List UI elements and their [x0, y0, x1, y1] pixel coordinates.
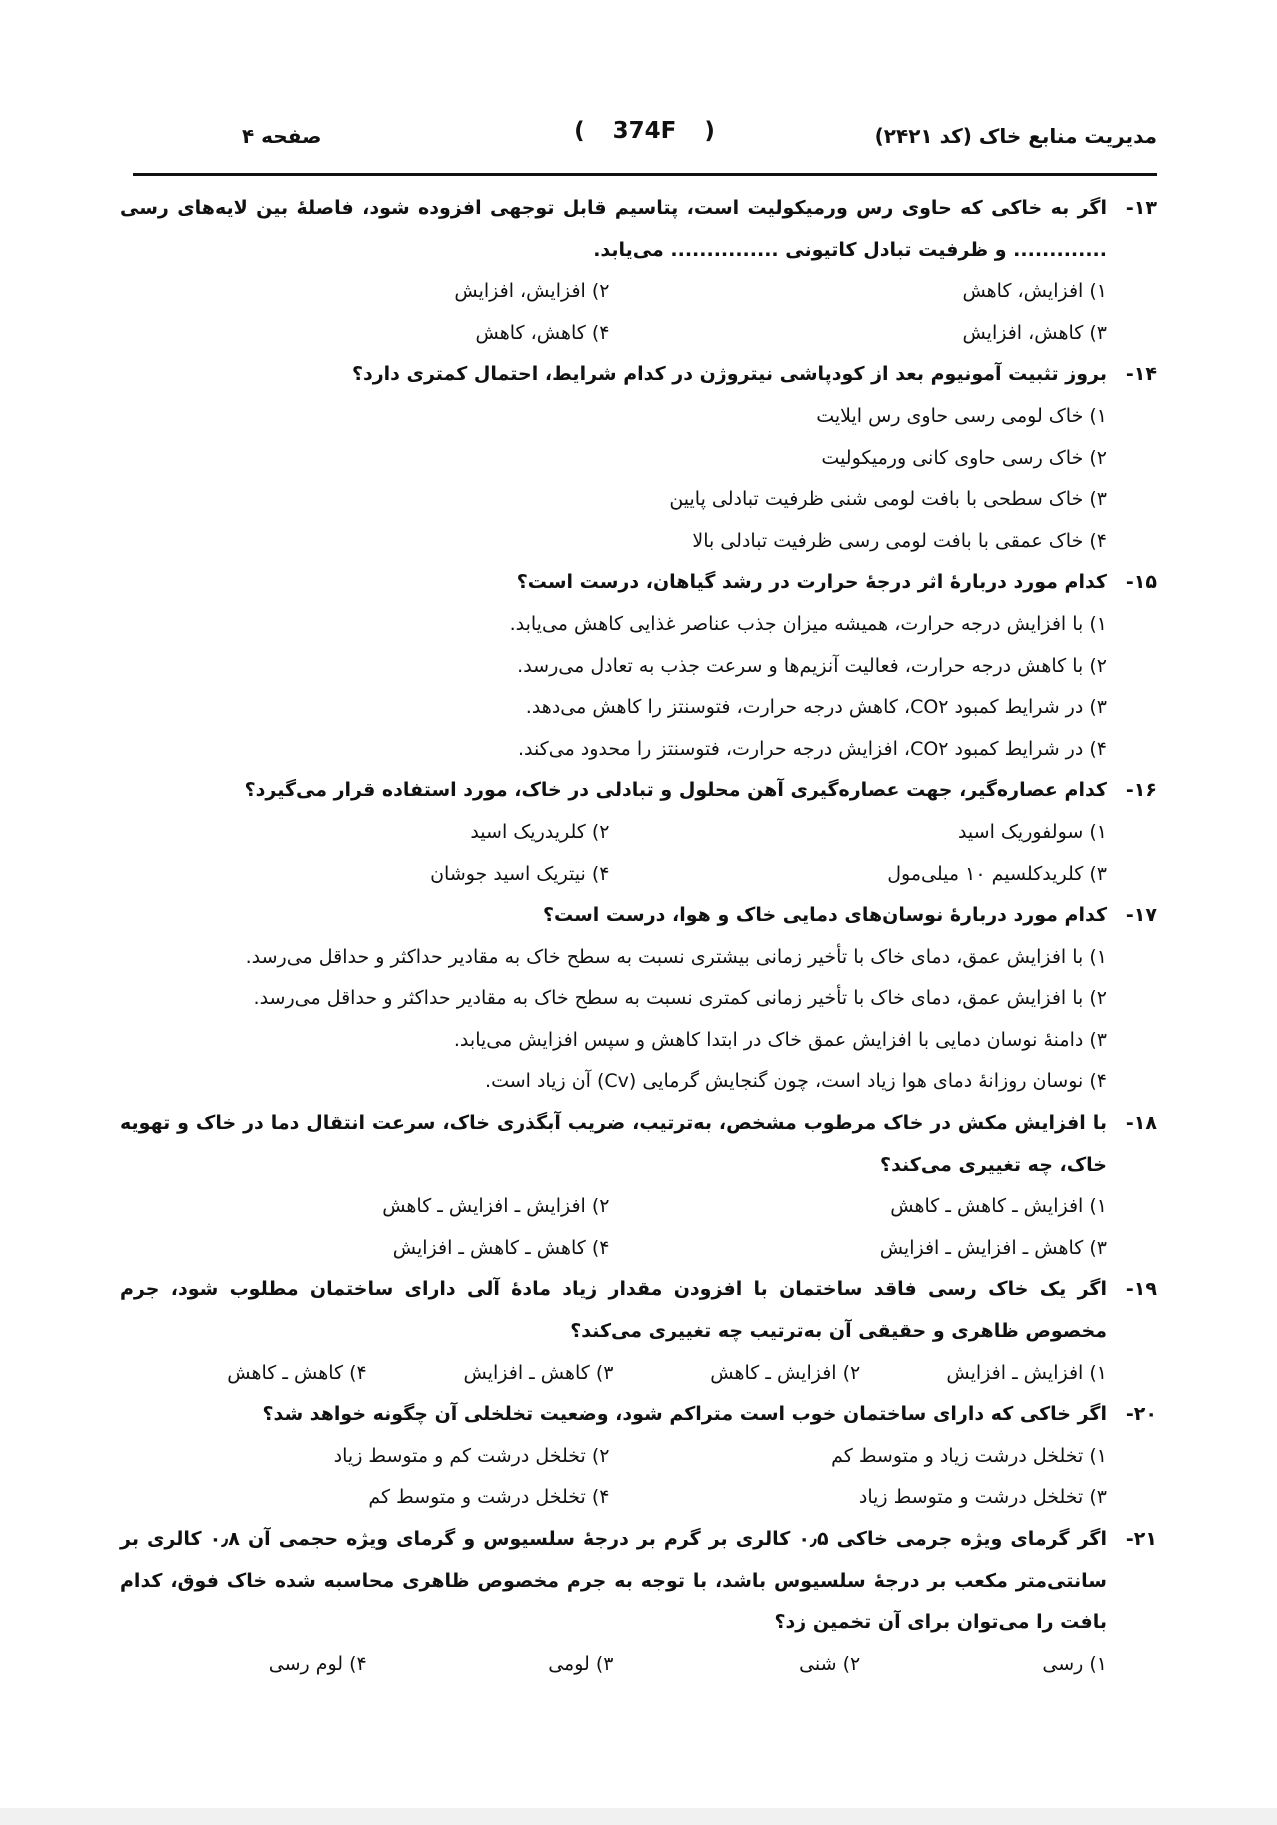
question-text: کدام عصاره‌گیر، جهت عصاره‌گیری آهن محلول و تبادلی در خاک، مورد استفاده قرار می‌گیرد؟: [244, 779, 1107, 802]
option-3[interactable]: ۳) کلریدکلسیم ۱۰ میلی‌مول: [887, 862, 1107, 885]
question-17: [120, 895, 1157, 1103]
option-4[interactable]: ۴) نیتریک اسید جوشان: [430, 862, 610, 885]
option-1[interactable]: ۱) افزایش ـ کاهش ـ کاهش: [890, 1195, 1107, 1218]
option-4[interactable]: ۴) کاهش ـ کاهش: [227, 1361, 367, 1384]
option-1[interactable]: ۱) رسی: [1042, 1652, 1107, 1675]
question-number: ۱۵-: [1125, 571, 1157, 594]
options: [120, 604, 1107, 770]
question-19: [120, 1269, 1157, 1394]
options: [120, 1436, 1107, 1519]
question-number: ۱۸-: [1125, 1112, 1157, 1135]
option-3[interactable]: ۳) کاهش، افزایش: [962, 321, 1107, 344]
question-20: [120, 1394, 1157, 1519]
options: [120, 396, 1107, 562]
option-4[interactable]: ۴) لوم رسی: [268, 1652, 367, 1675]
question-number: ۱۹-: [1125, 1278, 1157, 1301]
option-1[interactable]: ۱) افزایش، کاهش: [962, 280, 1107, 303]
option-3[interactable]: ۳) کاهش ـ افزایش ـ افزایش: [879, 1236, 1107, 1259]
option-2[interactable]: ۲) تخلخل درشت کم و متوسط زیاد: [333, 1444, 610, 1467]
options: [120, 937, 1107, 1103]
option-4[interactable]: ۴) تخلخل درشت و متوسط کم: [368, 1486, 610, 1509]
option-1[interactable]: ۱) افزایش ـ افزایش: [946, 1361, 1107, 1384]
option-3[interactable]: ۳) در شرایط کمبود CO۲، کاهش درجه حرارت، فتوسنتز را کاهش می‌دهد.: [525, 696, 1107, 719]
options: [120, 812, 1107, 895]
option-3[interactable]: ۳) دامنهٔ نوسان دمایی با افزایش عمق خاک در ابتدا کاهش و سپس افزایش می‌یابد.: [453, 1028, 1107, 1051]
option-2[interactable]: ۲) افزایش، افزایش: [454, 280, 610, 303]
question-number: ۱۶-: [1125, 779, 1157, 802]
questions-list: [120, 188, 1157, 1685]
option-1[interactable]: ۱) با افزایش درجه حرارت، همیشه میزان جذب عناصر غذایی کاهش می‌یابد.: [509, 612, 1107, 635]
question-18: [120, 1103, 1157, 1269]
course-title: مدیریت منابع خاک (کد ۲۴۲۱): [874, 124, 1157, 148]
options: [120, 1644, 1107, 1686]
option-2[interactable]: ۲) افزایش ـ افزایش ـ کاهش: [382, 1195, 610, 1218]
question-number: ۲۰-: [1125, 1403, 1157, 1426]
question-21: [120, 1519, 1157, 1685]
option-4[interactable]: ۴) خاک عمقی با بافت لومی رسی ظرفیت تبادلی بالا: [692, 529, 1107, 552]
question-text: با افزایش مکش در خاک مرطوب مشخص، به‌ترتیب، ضریب آبگذری خاک، سرعت انتقال دما در خاک و تهویه خاک، چه تغییری می‌کند؟: [120, 1112, 1107, 1176]
option-4[interactable]: ۴) کاهش، کاهش: [475, 321, 610, 344]
question-text: بروز تثبیت آمونیوم بعد از کودپاشی نیتروژن در کدام شرایط، احتمال کمتری دارد؟: [351, 363, 1107, 386]
option-3[interactable]: ۳) تخلخل درشت و متوسط زیاد: [858, 1486, 1107, 1509]
page-header: [132, 118, 1157, 158]
question-number: ۱۷-: [1125, 904, 1157, 927]
option-1[interactable]: ۱) سولفوریک اسید: [957, 820, 1107, 843]
option-2[interactable]: ۲) با افزایش عمق، دمای خاک با تأخیر زمانی کمتری نسبت به سطح خاک به مقادیر حداکثر و حداقل می‌رسد.: [253, 987, 1107, 1010]
option-3[interactable]: ۳) کاهش ـ افزایش: [463, 1361, 614, 1384]
question-text: اگر خاکی که دارای ساختمان خوب است متراکم شود، وضعیت تخلخلی آن چگونه خواهد شد؟: [262, 1403, 1107, 1426]
paren-open: (: [574, 118, 585, 144]
option-2[interactable]: ۲) با کاهش درجه حرارت، فعالیت آنزیم‌ها و سرعت جذب به تعادل می‌رسد.: [517, 654, 1107, 677]
options: [120, 1186, 1107, 1269]
question-text: کدام مورد دربارهٔ نوسان‌های دمایی خاک و هوا، درست است؟: [542, 904, 1107, 927]
option-1[interactable]: ۱) تخلخل درشت زیاد و متوسط کم: [831, 1444, 1107, 1467]
option-2[interactable]: ۲) خاک رسی حاوی کانی ورمیکولیت: [821, 446, 1107, 469]
option-3[interactable]: ۳) لومی: [548, 1652, 614, 1675]
option-4[interactable]: ۴) نوسان روزانهٔ دمای هوا زیاد است، چون گنجایش گرمایی (Cv) آن زیاد است.: [485, 1070, 1107, 1093]
option-2[interactable]: ۲) شنی: [799, 1652, 861, 1675]
question-number: ۲۱-: [1125, 1528, 1157, 1550]
question-13: [120, 188, 1157, 354]
question-text: اگر گرمای ویژه جرمی خاکی ۰٫۵ کالری بر گرم بر درجهٔ سلسیوس و گرمای ویژه حجمی آن ۰٫۸ کالری بر سانتی‌متر مکعب بر درجهٔ سلسیوس باشد، با توجه به جرم مخصوص ظاهری محاسبه شده خاک فوق، کدام بافت را می‌توان برای آن تخمین زد؟: [120, 1528, 1107, 1634]
page-number: صفحه ۴: [242, 124, 322, 148]
question-text: کدام مورد دربارهٔ اثر درجهٔ حرارت در رشد گیاهان، درست است؟: [516, 571, 1107, 594]
option-2[interactable]: ۲) کلریدریک اسید: [470, 820, 610, 843]
question-16: [120, 770, 1157, 895]
option-1[interactable]: ۱) با افزایش عمق، دمای خاک با تأخیر زمانی بیشتری نسبت به سطح خاک به مقادیر حداکثر و حداقل می‌رسد.: [245, 945, 1107, 968]
exam-code-text: 374F: [612, 118, 677, 144]
option-4[interactable]: ۴) در شرایط کمبود CO۲، افزایش درجه حرارت، فتوسنتز را محدود می‌کند.: [517, 737, 1107, 760]
paren-close: ): [704, 118, 715, 144]
question-number: ۱۴-: [1125, 363, 1157, 386]
option-1[interactable]: ۱) خاک لومی رسی حاوی رس ایلایت: [816, 404, 1107, 427]
option-4[interactable]: ۴) کاهش ـ کاهش ـ افزایش: [392, 1236, 610, 1259]
question-text: اگر یک خاک رسی فاقد ساختمان با افزودن مقدار زیاد مادهٔ آلی دارای ساختمان مطلوب شود، جرم مخصوص ظاهری و حقیقی آن به‌ترتیب چه تغییری می‌کند؟: [120, 1278, 1107, 1343]
header-divider: [133, 173, 1157, 176]
options: [120, 271, 1107, 354]
options: [120, 1353, 1107, 1395]
page-bottom-edge: [0, 1808, 1277, 1825]
exam-code: [560, 118, 729, 144]
question-15: [120, 562, 1157, 770]
option-2[interactable]: ۲) افزایش ـ کاهش: [710, 1361, 861, 1384]
question-text: اگر به خاکی که حاوی رس ورمیکولیت است، پتاسیم قابل توجهی افزوده شود، فاصلهٔ بین لایه‌های رسی ............. و ظرفیت تبادل کاتیونی ............... می‌یابد.: [120, 197, 1107, 261]
option-3[interactable]: ۳) خاک سطحی با بافت لومی شنی ظرفیت تبادلی پایین: [669, 488, 1107, 511]
question-14: [120, 354, 1157, 562]
question-number: ۱۳-: [1125, 197, 1157, 219]
